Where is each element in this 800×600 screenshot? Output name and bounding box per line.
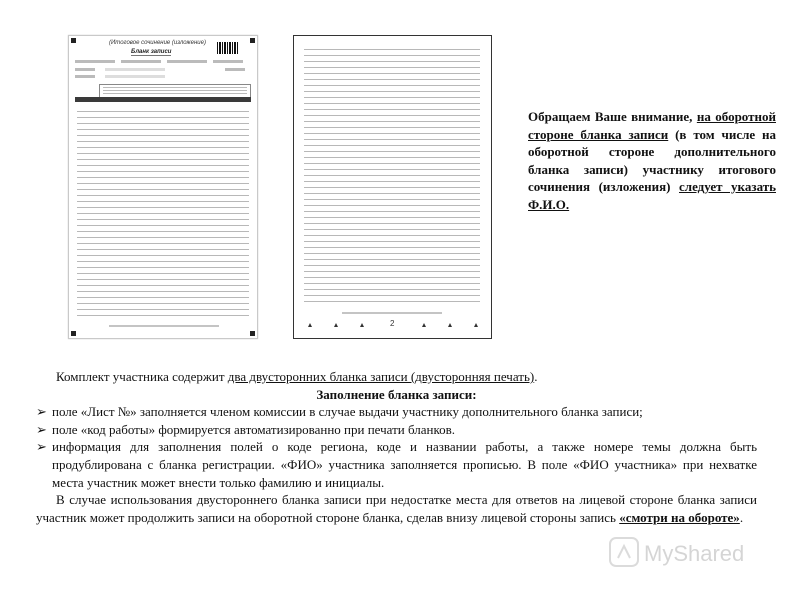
watermark-text: MyShared: [644, 541, 745, 566]
final-paragraph: [36, 491, 757, 526]
sheet-section-band: [75, 97, 251, 102]
list-item: [36, 438, 757, 491]
registration-mark: [71, 331, 76, 336]
notice-emphasis: на оборотной стороне бланка записи: [528, 109, 776, 142]
triangle-mark-icon: [360, 323, 364, 327]
registration-mark: [71, 38, 76, 43]
triangle-mark-icon: [474, 323, 478, 327]
triangle-mark-icon: [308, 323, 312, 327]
notice-emphasis: следует указать Ф.И.О.: [528, 179, 776, 212]
arrow-bullet-icon: ➢: [36, 421, 47, 437]
arrow-bullet-icon: ➢: [36, 439, 47, 455]
watermark-logo: [608, 532, 768, 572]
registration-mark: [250, 38, 255, 43]
intro-emphasis: два двусторонних бланка записи (двусторонняя печать): [227, 369, 535, 384]
sheet-footer-note: [342, 312, 442, 314]
triangle-mark-icon: [422, 323, 426, 327]
list-item-text: поле «код работы» формируется автоматизированно при печати бланков.: [52, 421, 456, 437]
list-item: [36, 403, 757, 421]
triangle-mark-icon: [448, 323, 452, 327]
sheet-footer-note: [109, 325, 219, 327]
sheet-writing-lines: [304, 44, 480, 306]
barcode-icon: [217, 42, 239, 54]
answer-sheet-front: [68, 35, 258, 339]
triangle-mark-icon: [334, 323, 338, 327]
instructions: [36, 368, 757, 526]
list-item-text: информация для заполнения полей о коде региона, коде и названии работы, а также номере темы должна быть продублирована с бланка регистрации. «ФИО» участника заполняется прописью. В поле «ФИО участника» при нехватке места участник может внести только фамилию и инициалы.: [52, 439, 757, 490]
intro-end: .: [534, 369, 538, 384]
sheet-info-box: [99, 84, 251, 98]
notice-text: [528, 108, 776, 213]
sheet-header-fields: [75, 58, 251, 82]
sheet-writing-lines: [77, 106, 249, 316]
list-item: [36, 421, 757, 439]
sheet-title: (Итоговое сочинение (изложение): [109, 40, 206, 46]
section-heading: Заполнение бланка записи:: [316, 386, 477, 402]
list-item-text: поле «Лист №» заполняется членом комиссии в случае выдачи участнику дополнительного бланка записи;: [52, 404, 643, 420]
notice-part: (в том числе на оборотной стороне дополнительного бланка записи) участнику итогового сочинения (изложения): [528, 126, 776, 194]
intro-paragraph: [36, 368, 757, 386]
final-end: .: [739, 509, 744, 525]
sheet-page-number: 2: [390, 319, 395, 328]
sheet-subtitle: Бланк записи: [131, 49, 172, 55]
notice-part: Обращаем Ваше внимание,: [528, 109, 697, 124]
intro-text: Комплект участника содержит: [56, 369, 228, 384]
registration-mark: [250, 331, 255, 336]
final-text: В случае использования двустороннего бланка записи при недостатке места для ответов на лицевой стороне бланка записи участник может продолжить записи на оборотной стороне бланка, сделав внизу лицевой стороны запись: [36, 492, 757, 525]
final-emphasis: «смотри на обороте»: [619, 509, 740, 525]
answer-sheet-back: [293, 35, 492, 339]
arrow-bullet-icon: ➢: [36, 404, 47, 420]
